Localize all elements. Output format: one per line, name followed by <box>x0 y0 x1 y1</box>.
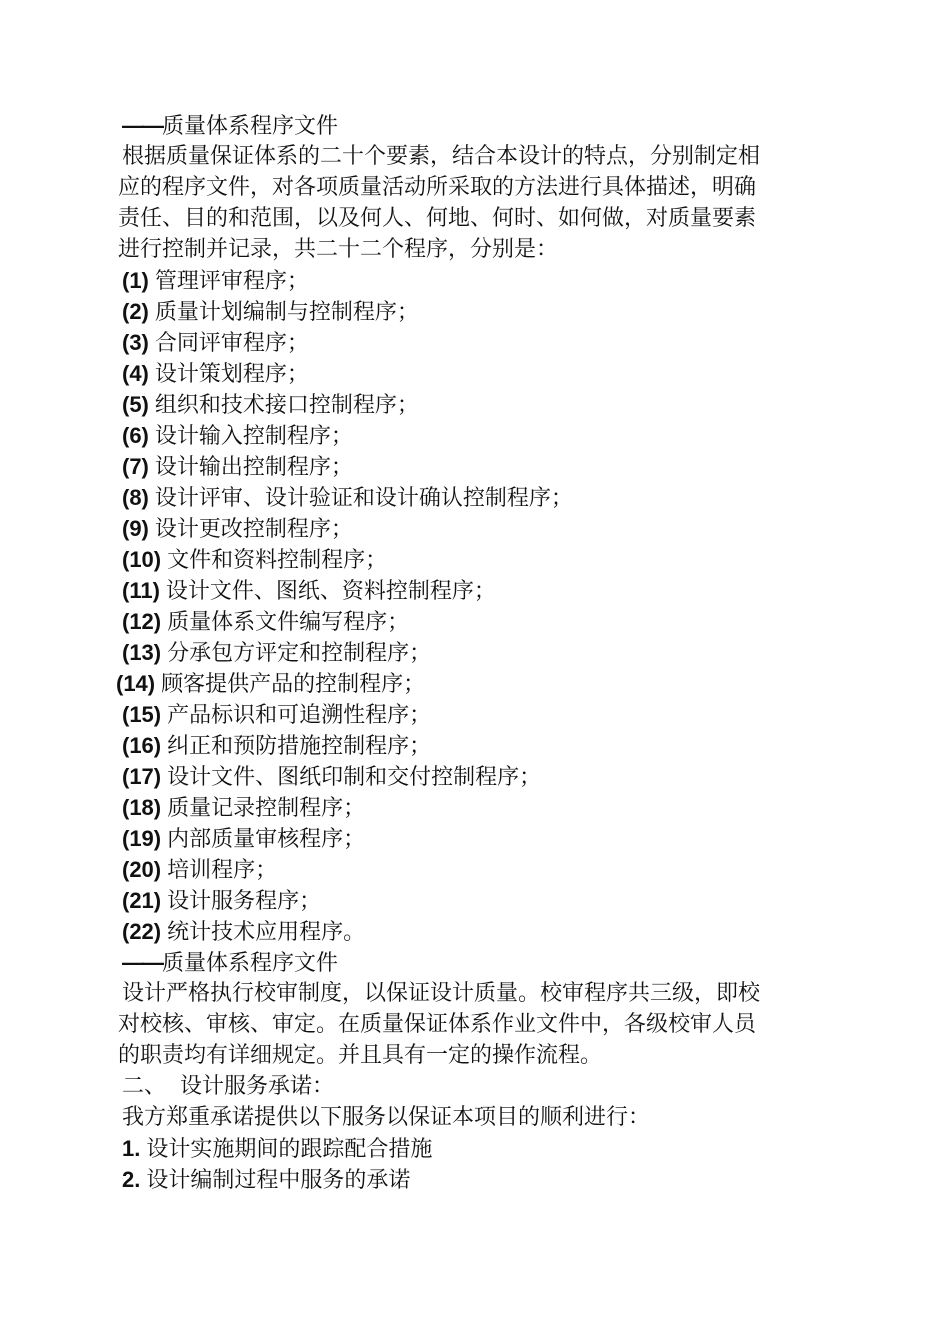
procedure-item: (19) 内部质量审核程序； <box>122 826 366 852</box>
procedure-item: (14) 顾客提供产品的控制程序； <box>116 671 426 697</box>
procedure-item: (17) 设计文件、图纸印制和交付控制程序； <box>122 764 542 790</box>
procedure-item: (13) 分承包方评定和控制程序； <box>122 640 432 666</box>
procedure-item: (1) 管理评审程序； <box>122 268 309 294</box>
intro-line-2: 应的程序文件，对各项质量活动所采取的方法进行具体描述，明确 <box>118 175 757 200</box>
procedure-item: (7) 设计输出控制程序； <box>122 454 353 480</box>
review-line-3: 的职责均有详细规定。并且具有一定的操作流程。 <box>118 1043 603 1068</box>
procedure-item: (3) 合同评审程序； <box>122 330 309 356</box>
commitment-item: 2. 设计编制过程中服务的承诺 <box>122 1167 411 1193</box>
procedure-item: (16) 纠正和预防措施控制程序； <box>122 733 432 759</box>
heading-quality-procedures-2 <box>122 948 338 979</box>
procedure-item: (4) 设计策划程序； <box>122 361 309 387</box>
em-dash: —— <box>122 113 162 138</box>
em-dash: —— <box>122 950 162 975</box>
procedure-item: (10) 文件和资料控制程序； <box>122 547 388 573</box>
intro-line-1: 根据质量保证体系的二十个要素，结合本设计的特点，分别制定相 <box>122 144 761 169</box>
intro-line-3: 责任、目的和范围，以及何人、何地、何时、如何做，对质量要素 <box>118 206 757 231</box>
procedure-item: (6) 设计输入控制程序； <box>122 423 353 449</box>
procedure-item: (21) 设计服务程序； <box>122 888 322 914</box>
commitment-item: 1. 设计实施期间的跟踪配合措施 <box>122 1136 433 1162</box>
review-line-2: 对校核、审核、审定。在质量保证体系作业文件中，各级校审人员 <box>118 1012 757 1037</box>
procedure-item: (5) 组织和技术接口控制程序； <box>122 392 419 418</box>
procedure-item: (20) 培训程序； <box>122 857 278 883</box>
commitment-intro: 我方郑重承诺提供以下服务以保证本项目的顺利进行： <box>122 1105 651 1130</box>
procedure-item: (9) 设计更改控制程序； <box>122 516 353 542</box>
procedure-item: (8) 设计评审、设计验证和设计确认控制程序； <box>122 485 573 511</box>
procedure-item: (18) 质量记录控制程序； <box>122 795 366 821</box>
section-title-service-commitment: 二、 设计服务承诺： <box>122 1074 334 1099</box>
heading-text: 质量体系程序文件 <box>162 951 339 976</box>
procedure-item: (12) 质量体系文件编写程序； <box>122 609 410 635</box>
heading-text: 质量体系程序文件 <box>162 114 339 139</box>
procedure-item: (11) 设计文件、图纸、资料控制程序； <box>122 578 496 604</box>
intro-line-4: 进行控制并记录，共二十二个程序，分别是： <box>118 237 559 262</box>
procedure-item: (22) 统计技术应用程序。 <box>122 919 366 945</box>
heading-quality-procedures <box>122 111 338 142</box>
review-line-1: 设计严格执行校审制度，以保证设计质量。校审程序共三级，即校 <box>122 981 761 1006</box>
procedure-item: (2) 质量计划编制与控制程序； <box>122 299 419 325</box>
procedure-item: (15) 产品标识和可追溯性程序； <box>122 702 432 728</box>
